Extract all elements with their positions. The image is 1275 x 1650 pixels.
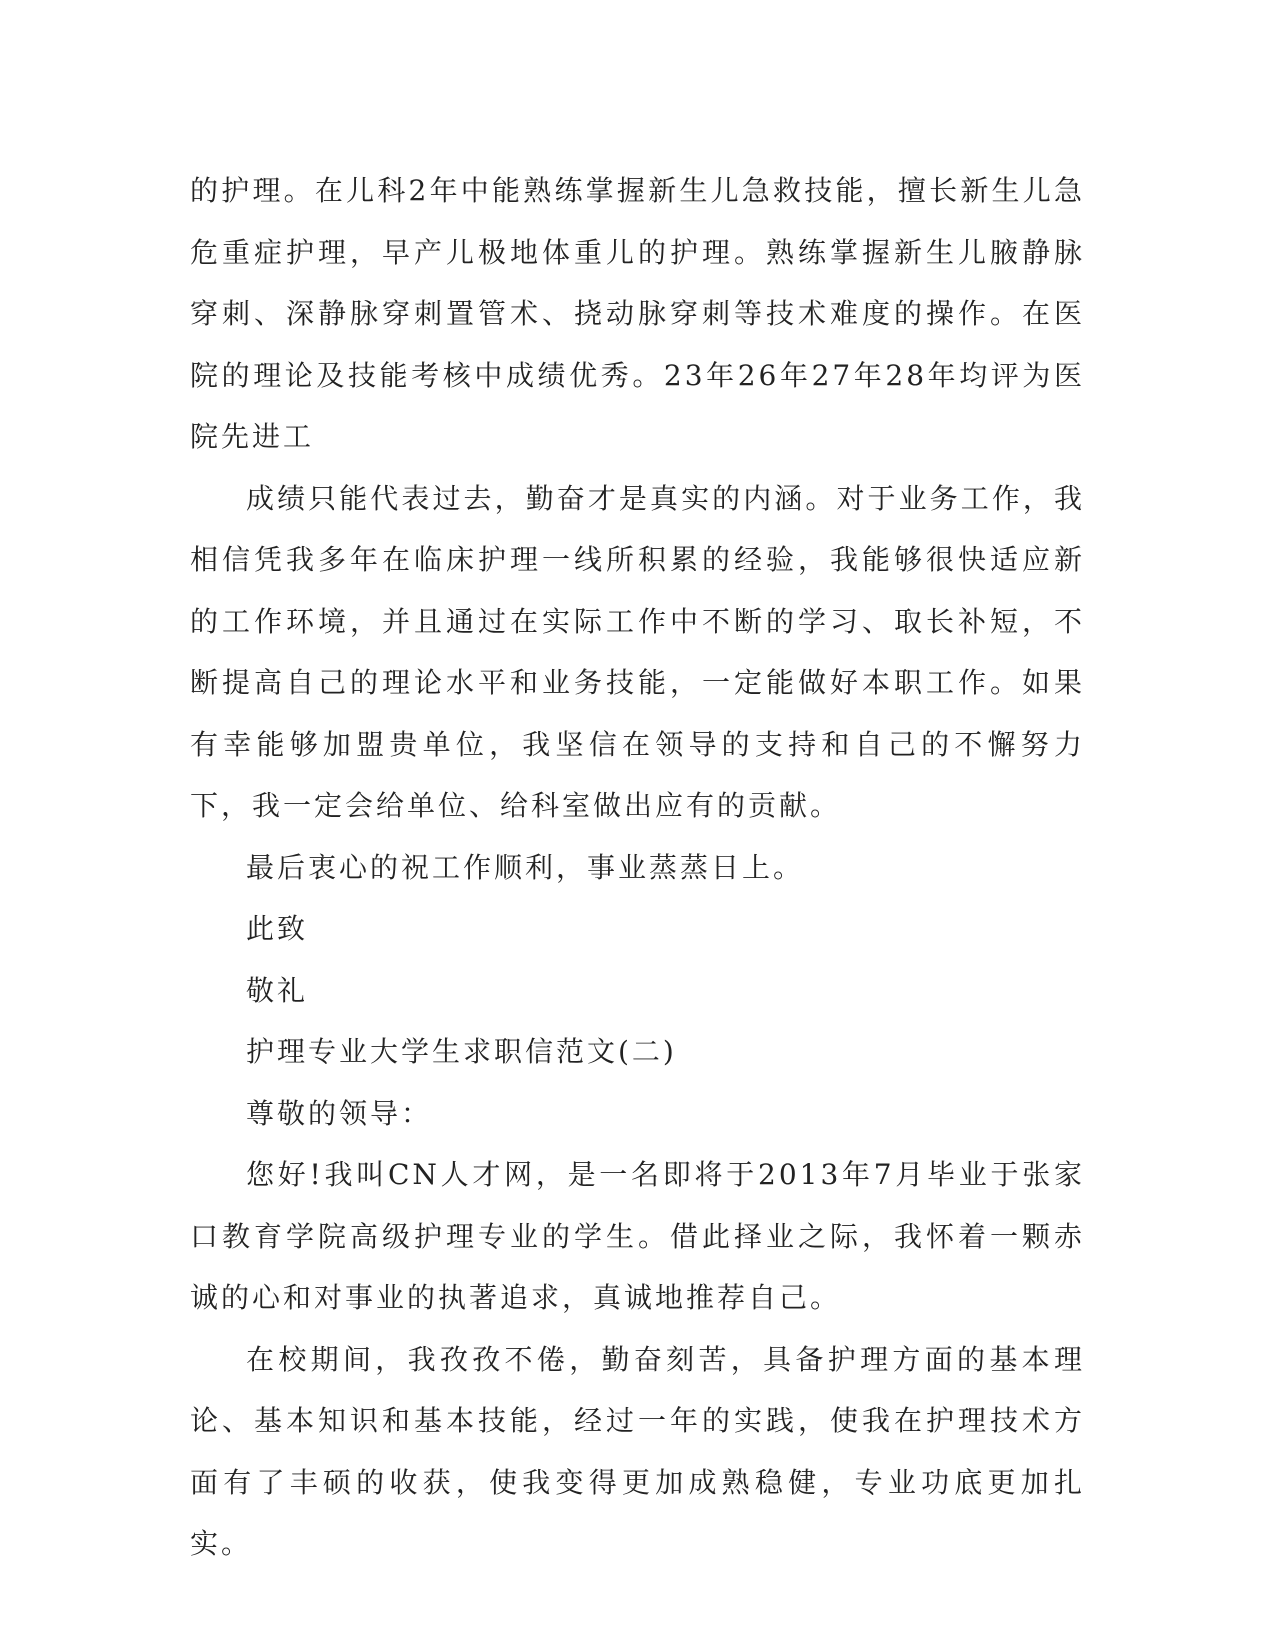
section-heading: 护理专业大学生求职信范文(二) [246,1035,677,1068]
paragraph-closing-wishes: 最后衷心的祝工作顺利，事业蒸蒸日上。 [246,850,805,884]
paragraph-achievements: 成绩只能代表过去，勤奋才是真实的内涵。对于业务工作，我相信凭我多年在临床护理一线所积累的经验，我能够很快适应新的工作环境，并且通过在实际工作中不断的学习、取长补短，不断提高自己的理论水平和业务技能，一定能做好本职工作。如果有幸能够加盟贵单位，我坚信在领导的支持和自己的不懈努力下，我一定会给单位、给科室做出应有的贡献。 [190,481,1085,822]
paragraph-salutation-ci-zhi: 此致 [246,912,309,945]
paragraph-salutation-jing-li: 敬礼 [246,973,309,1007]
letter-greeting: 尊敬的领导： [246,1096,433,1130]
paragraph-school-experience: 在校期间，我孜孜不倦，勤奋刻苦，具备护理方面的基本理论、基本知识和基本技能，经过一年的实践，使我在护理技术方面有了丰硕的收获，使我变得更加成熟稳健，专业功底更加扎实。 [190,1342,1085,1560]
paragraph-introduction: 您好!我叫CN人才网，是一名即将于2013年7月毕业于张家口教育学院高级护理专业的学生。借此择业之际，我怀着一颗赤诚的心和对事业的执著追求，真诚地推荐自己。 [190,1158,1085,1314]
paragraph-continuation: 的护理。在儿科2年中能熟练掌握新生儿急救技能，擅长新生儿急危重症护理，早产儿极地体重儿的护理。熟练掌握新生儿腋静脉穿刺、深静脉穿刺置管术、挠动脉穿刺等技术难度的操作。在医院的理论及技能考核中成绩优秀。23年26年27年28年均评为医院先进工 [190,174,1085,453]
document-body [190,160,1085,1575]
